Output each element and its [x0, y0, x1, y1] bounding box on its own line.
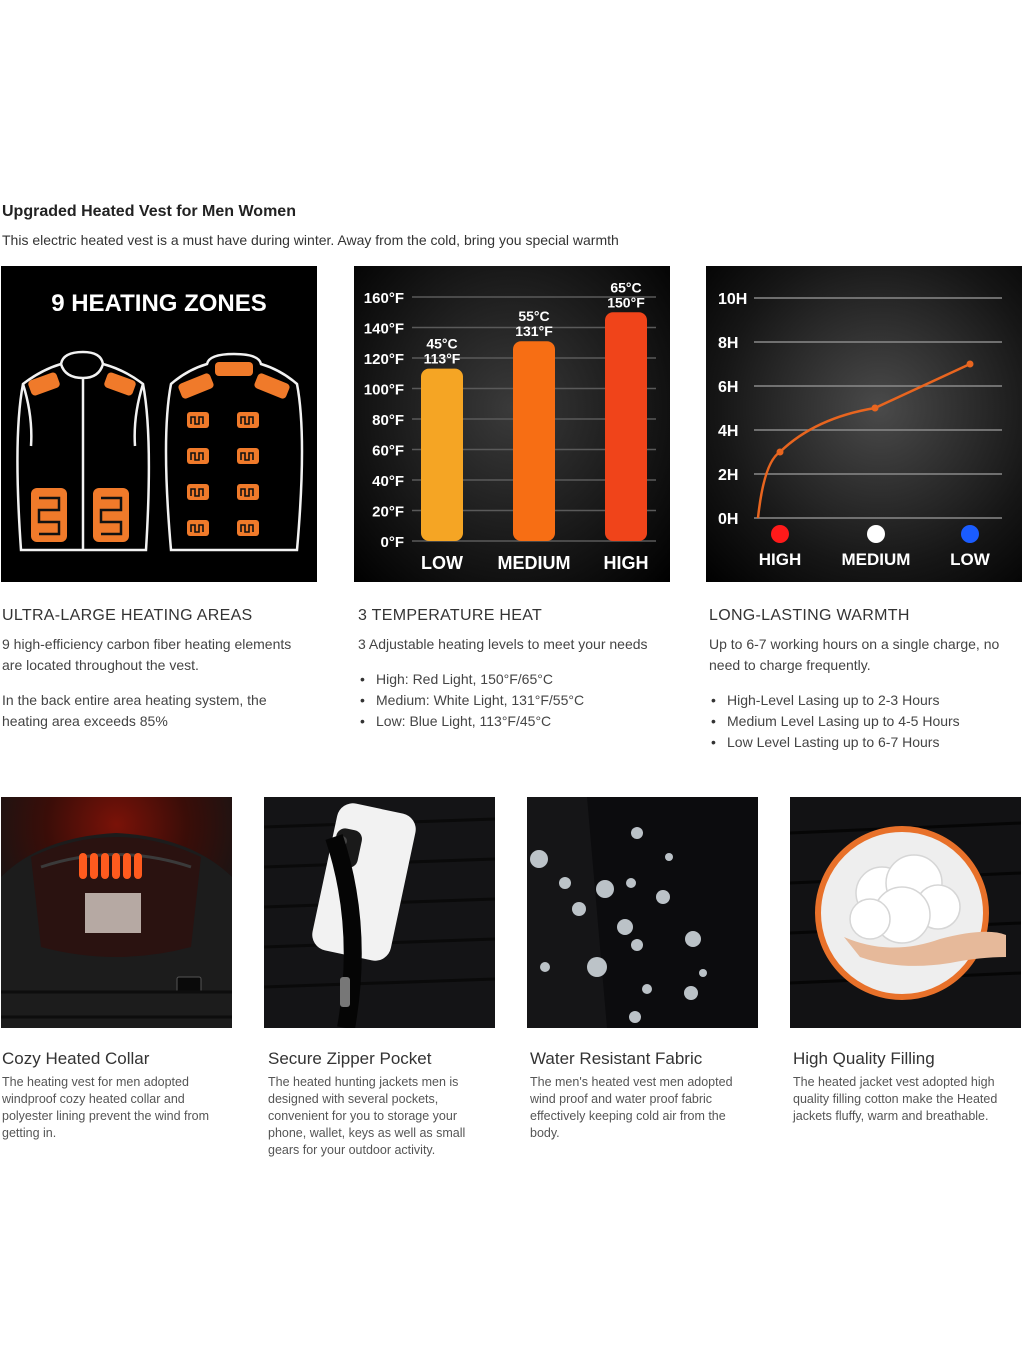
zipper-pocket-image: [264, 797, 495, 1028]
y-tick-label: 10H: [718, 291, 748, 308]
y-tick-label: 0°F: [380, 534, 404, 551]
temperature-bar-chart: [354, 266, 670, 582]
column-title-heating-areas: ULTRA-LARGE HEATING AREAS: [2, 607, 253, 624]
column-title-warmth: LONG-LASTING WARMTH: [709, 607, 910, 624]
data-label-celsius: 65°C: [610, 279, 642, 296]
warmth-bullet-list: [709, 690, 1023, 753]
x-tick-label: MEDIUM: [841, 550, 911, 569]
bar: [421, 369, 463, 541]
x-tick-label: MEDIUM: [497, 553, 571, 573]
bar: [513, 341, 555, 541]
series-line: [758, 364, 970, 518]
list-item: • Low Level Lasting up to 6-7 Hours: [709, 732, 1023, 753]
y-tick-label: 60°F: [372, 442, 404, 460]
heating-zones-panel: [1, 266, 317, 582]
feature-text-pocket: The heated hunting jackets men is designed with several pockets, convenient for you to storage your phone, wallet, keys as well as small gears for your outdoor activity.: [268, 1075, 466, 1157]
feature-text-collar: The heating vest for men adopted windproof cozy heated collar and polyester lining prevent the wind from getting in.: [2, 1075, 210, 1140]
y-tick-label: 80°F: [372, 412, 404, 429]
list-item: • Medium: White Light, 131°F/55°C: [358, 690, 678, 711]
y-tick-label: 40°F: [372, 473, 404, 490]
data-label-fahrenheit: 131°F: [515, 323, 553, 340]
y-tick-label: 6H: [718, 379, 739, 396]
y-tick-label: 120°F: [363, 351, 404, 368]
water-resistant-fabric-image: [527, 797, 758, 1028]
data-point: [967, 361, 974, 368]
list-item: • High: Red Light, 150°F/65°C: [358, 669, 678, 690]
x-tick-label: LOW: [950, 550, 990, 569]
column-title-temperature: 3 TEMPERATURE HEAT: [358, 607, 543, 624]
temperature-bullet-list: [358, 669, 678, 732]
warmth-line-chart: [706, 266, 1022, 582]
y-tick-label: 100°F: [363, 381, 404, 399]
feature-text-filling: The heated jacket vest adopted high quality filling cotton make the Heated jackets fluffy, warm and breathable.: [793, 1075, 998, 1123]
y-tick-label: 160°F: [363, 290, 404, 307]
y-tick-label: 8H: [718, 335, 739, 352]
heated-collar-image: [1, 797, 232, 1028]
quality-filling-image: [790, 797, 1021, 1028]
data-point: [872, 405, 879, 412]
list-item: • Low: Blue Light, 113°F/45°C: [358, 711, 678, 732]
list-item: • Medium Level Lasing up to 4-5 Hours: [709, 711, 1023, 732]
data-label-celsius: 45°C: [426, 335, 458, 352]
feature-title-pocket: Secure Zipper Pocket: [268, 1049, 432, 1068]
column-text-warmth: Up to 6-7 working hours on a single charge, no need to charge frequently.: [709, 636, 1000, 673]
y-tick-label: 2H: [718, 467, 739, 484]
feature-text-fabric: The men's heated vest men adopted wind proof and water proof fabric effectively keeping cold air from the body.: [530, 1075, 733, 1140]
data-label-celsius: 55°C: [518, 308, 550, 325]
feature-title-fabric: Water Resistant Fabric: [530, 1049, 703, 1068]
data-point: [777, 449, 784, 456]
x-tick-label: HIGH: [758, 550, 802, 569]
y-tick-label: 0H: [718, 511, 739, 528]
page-title: Upgraded Heated Vest for Men Women: [2, 203, 296, 220]
indicator-light: [771, 525, 789, 543]
feature-title-filling: High Quality Filling: [793, 1049, 935, 1068]
feature-title-collar: Cozy Heated Collar: [2, 1049, 150, 1068]
vest-diagram: [1, 266, 317, 582]
bar: [605, 312, 647, 541]
warmth-chart-panel: [706, 266, 1022, 582]
column-text-heating-areas-1: 9 high-efficiency carbon fiber heating elements are located throughout the vest.: [2, 636, 292, 673]
indicator-light: [961, 525, 979, 543]
data-label-fahrenheit: 150°F: [607, 294, 645, 311]
y-tick-label: 20°F: [372, 503, 404, 521]
vest-back-grid-zones: [187, 412, 259, 536]
vest-front-pocket-zones: [31, 488, 129, 542]
x-tick-label: LOW: [421, 553, 463, 573]
column-text-heating-areas-2: In the back entire area heating system, the heating area exceeds 85%: [2, 692, 267, 729]
column-text-temperature: 3 Adjustable heating levels to meet your needs: [358, 636, 648, 652]
list-item: • High-Level Lasing up to 2-3 Hours: [709, 690, 1023, 711]
page-subtitle: This electric heated vest is a must have during winter. Away from the cold, bring you special warmth: [2, 232, 619, 248]
y-tick-label: 4H: [718, 423, 739, 440]
y-tick-label: 140°F: [363, 320, 404, 338]
x-tick-label: HIGH: [603, 553, 649, 573]
data-label-fahrenheit: 113°F: [423, 350, 461, 367]
indicator-light: [867, 525, 885, 543]
heating-zones-title: 9 HEATING ZONES: [51, 290, 267, 317]
temperature-chart-panel: [354, 266, 670, 582]
